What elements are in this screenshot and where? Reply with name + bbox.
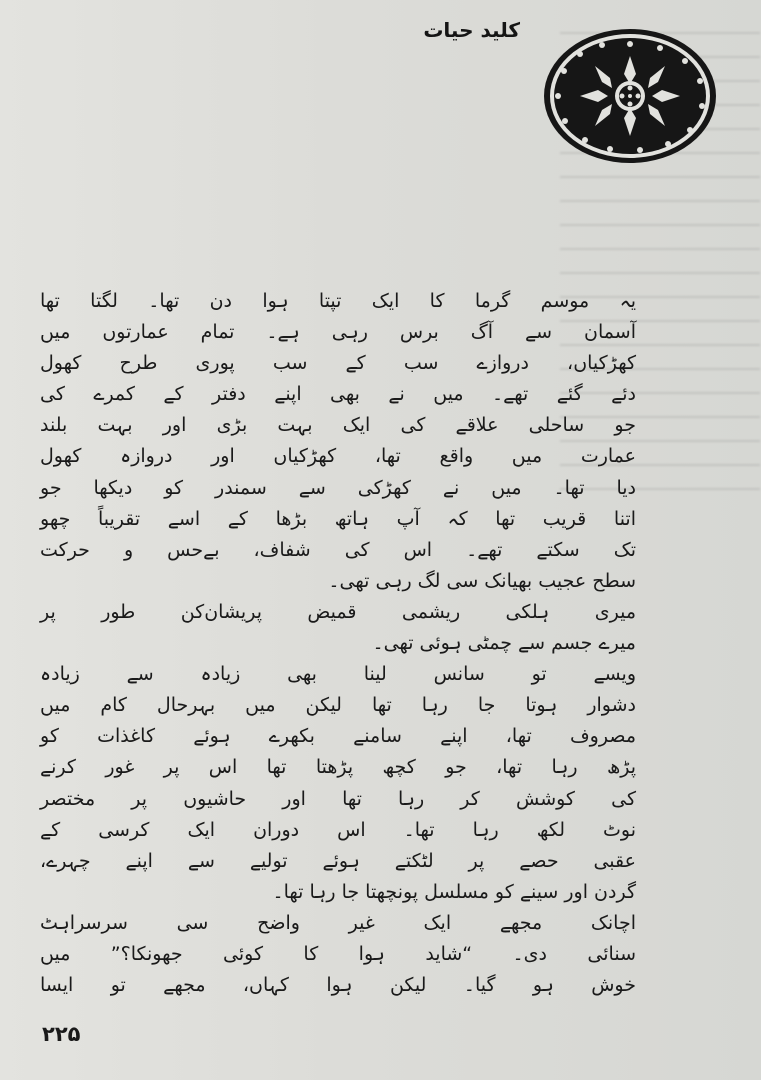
text-line: دشوار ہوتا جا رہا تھا لیکن میں بہرحال کام میں — [40, 694, 636, 717]
text-line: سطح عجیب بھیانک سی لگ رہی تھی۔ — [328, 569, 636, 592]
text-line: پڑھ رہا تھا، جو کچھ پڑھتا تھا اس پر غور کرنے — [40, 756, 636, 779]
text-line: سنائی دی۔ “شاید ہوا کا کوئی جھونکا؟” میں — [40, 942, 636, 965]
text-line: تک سکتے تھے۔ اس کی شفاف، بےحس و حرکت — [40, 538, 636, 561]
text-line: خوش ہو گیا۔ لیکن ہوا کہاں، مجھے تو ایسا — [40, 974, 636, 997]
page-number: ۲۲۵ — [42, 1022, 81, 1046]
text-line: عمارت میں واقع تھا، کھڑکیاں اور دروازہ کھول — [40, 445, 636, 468]
text-line: جو ساحلی علاقے کی ایک بہت بڑی اور بہت بلند — [40, 414, 636, 437]
text-line: یہ موسم گرما کا ایک تپتا ہوا دن تھا۔ لگتا تھا — [40, 290, 636, 312]
text-line: دیا تھا۔ میں نے کھڑکی سے سمندر کو دیکھا جو — [40, 476, 636, 499]
ornamental-rosette-icon — [540, 26, 720, 166]
text-line: عقبی حصے پر لٹکتے ہوئے تولیے سے اپنے چہرے، — [40, 849, 636, 872]
text-line: کھڑکیاں، دروازے سب کے سب پوری طرح کھول — [40, 352, 636, 375]
body-text — [40, 286, 636, 1001]
text-line: اچانک مجھے ایک غیر واضح سی سرسراہٹ — [40, 911, 636, 934]
text-line: میری ہلکی ریشمی قمیض پریشان‌کن طور پر — [40, 600, 636, 623]
text-line: کی کوشش کر رہا تھا اور حاشیوں پر مختصر — [40, 787, 636, 810]
text-line: اتنا قریب تھا کہ آپ ہاتھ بڑھا کے اسے تقریباً چھو — [40, 507, 636, 530]
text-line: میرے جسم سے چمٹی ہوئی تھی۔ — [372, 632, 636, 655]
text-line: مصروف تھا، اپنے سامنے بکھرے ہوئے کاغذات کو — [40, 725, 636, 748]
chapter-title: کلید حیات — [423, 18, 520, 42]
text-line: ویسے تو سانس لینا بھی زیادہ سے زیادہ — [40, 663, 636, 686]
text-line: گردن اور سینے کو مسلسل پونچھتا جا رہا تھا۔ — [272, 880, 636, 903]
text-line: آسمان سے آگ برس رہی ہے۔ تمام عمارتوں میں — [40, 321, 636, 344]
text-line: دئے گئے تھے۔ میں نے بھی اپنے دفتر کے کمرے کی — [40, 383, 636, 406]
text-line: نوٹ لکھ رہا تھا۔ اس دوران ایک کرسی کے — [40, 818, 636, 841]
